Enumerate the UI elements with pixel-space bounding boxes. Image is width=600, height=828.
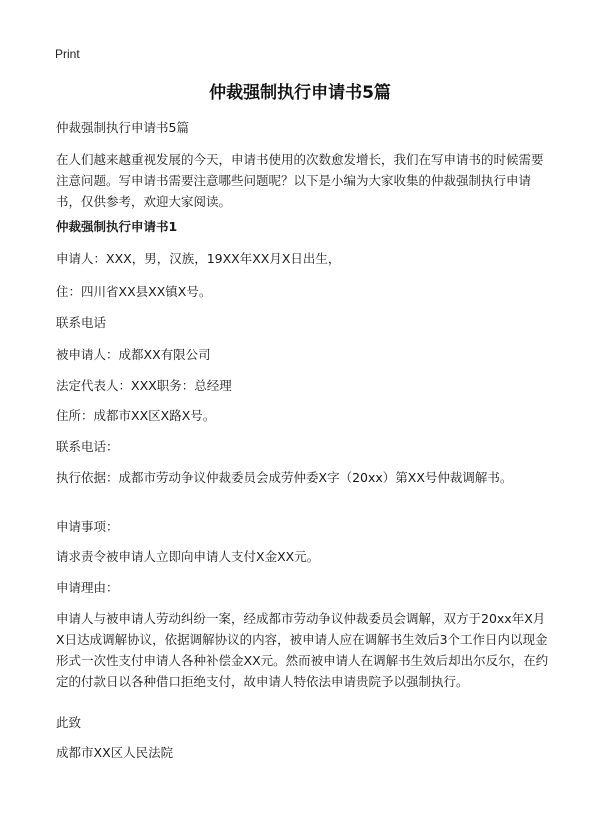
reasons-paragraph: 申请人与被申请人劳动纠纷一案，经成都市劳动争议仲裁委员会调解，双方于20xx年X月X日达成调解协议，依据调解协议的内容，被申请人应在调解书生效后3个工作日内以现金形式一次性支付申请人各种补偿金XX元。然而被申请人在调解书生效后却出尔反尔，在约定的付款日以各种借口拒绝支付，故申请人特依法申请贵院予以强制执行。 <box>56 611 549 689</box>
document-title: 仲裁强制执行申请书5篇 <box>209 83 391 103</box>
execution-basis-paragraph: 执行依据：成都市劳动争议仲裁委员会成劳仲委X字（20xx）第XX号仲裁调解书。 <box>56 470 513 485</box>
request-line: 请求责令被申请人立即向申请人支付X金XX元。 <box>56 549 320 564</box>
salutation-line: 此致 <box>56 715 82 730</box>
contact-phone-label: 联系电话 <box>56 315 107 330</box>
request-matters-heading: 申请事项： <box>56 519 119 534</box>
respondent-line: 被申请人：成都XX有限公司 <box>56 347 211 362</box>
intro-paragraph: 在人们越来越重视发展的今天，申请书使用的次数愈发增长，我们在写申请书的时候需要注意问题。写申请书需要注意哪些问题呢？以下是小编为大家收集的仲裁强制执行申请书，仅供参考，欢迎大家阅读。 <box>56 152 544 209</box>
document-subtitle: 仲裁强制执行申请书5篇 <box>56 120 189 135</box>
print-label: Print <box>55 47 80 61</box>
section-heading: 仲裁强制执行申请书1 <box>56 219 178 234</box>
reasons-heading: 申请理由： <box>56 580 119 595</box>
contact-phone-label-2: 联系电话： <box>56 439 119 454</box>
domicile-line: 住所：成都市XX区X路X号。 <box>56 408 216 423</box>
court-name-line: 成都市XX区人民法院 <box>56 745 174 760</box>
address-line: 住：四川省XX县XX镇X号。 <box>56 284 212 299</box>
legal-representative-line: 法定代表人：XXX职务：总经理 <box>56 378 232 393</box>
applicant-line: 申请人：XXX，男，汉族，19XX年XX月X日出生， <box>56 251 341 266</box>
